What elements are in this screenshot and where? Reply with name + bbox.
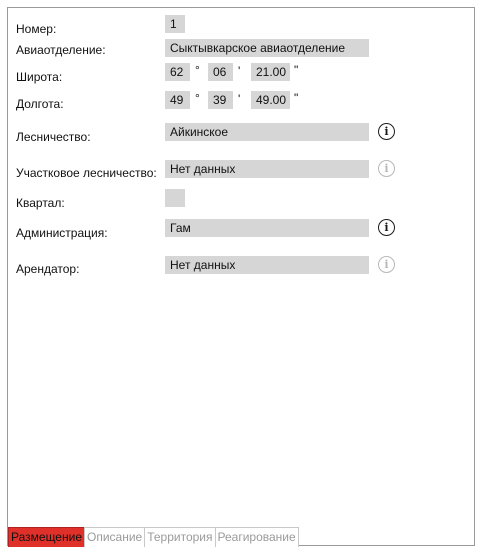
tab-description[interactable]: Описание: [84, 527, 145, 547]
form-panel: [7, 7, 475, 546]
number-label: Номер:: [16, 22, 57, 36]
district-forestry-field[interactable]: Нет данных: [165, 160, 369, 178]
tab-territory[interactable]: Территория: [144, 527, 215, 547]
latitude-minutes-field[interactable]: 06: [208, 63, 233, 81]
tenant-field[interactable]: Нет данных: [165, 256, 369, 274]
latitude-seconds-field[interactable]: 21.00: [251, 63, 290, 81]
number-field[interactable]: 1: [165, 15, 185, 33]
latitude-degree-symbol: °: [195, 63, 200, 77]
longitude-seconds-field[interactable]: 49.00: [251, 91, 290, 109]
latitude-minute-symbol: ': [238, 64, 241, 78]
administration-info-icon[interactable]: i: [378, 219, 395, 236]
latitude-label: Широта:: [16, 70, 63, 84]
district-forestry-info-icon: i: [378, 160, 395, 177]
quarter-field[interactable]: [165, 189, 185, 207]
tenant-label: Арендатор:: [16, 262, 80, 276]
tab-response[interactable]: Реагирование: [215, 527, 299, 547]
aviation-department-field[interactable]: Сыктывкарское авиаотделение: [165, 39, 369, 57]
longitude-degrees-field[interactable]: 49: [165, 91, 190, 109]
longitude-label: Долгота:: [16, 97, 64, 111]
aviation-department-label: Авиаотделение:: [16, 43, 106, 57]
forestry-field[interactable]: Айкинское: [165, 123, 369, 141]
tab-placement[interactable]: Размещение: [8, 527, 85, 547]
forestry-label: Лесничество:: [16, 130, 91, 144]
tenant-info-icon: i: [378, 256, 395, 273]
longitude-minutes-field[interactable]: 39: [208, 91, 233, 109]
forestry-info-icon[interactable]: i: [378, 123, 395, 140]
longitude-minute-symbol: ': [238, 92, 241, 106]
longitude-degree-symbol: °: [195, 91, 200, 105]
district-forestry-label: Участковое лесничество:: [16, 166, 157, 180]
tab-bar: [8, 527, 298, 547]
quarter-label: Квартал:: [16, 196, 65, 210]
latitude-second-symbol: ": [294, 63, 299, 77]
administration-label: Администрация:: [16, 226, 108, 240]
administration-field[interactable]: Гам: [165, 219, 369, 237]
latitude-degrees-field[interactable]: 62: [165, 63, 190, 81]
longitude-second-symbol: ": [294, 91, 299, 105]
